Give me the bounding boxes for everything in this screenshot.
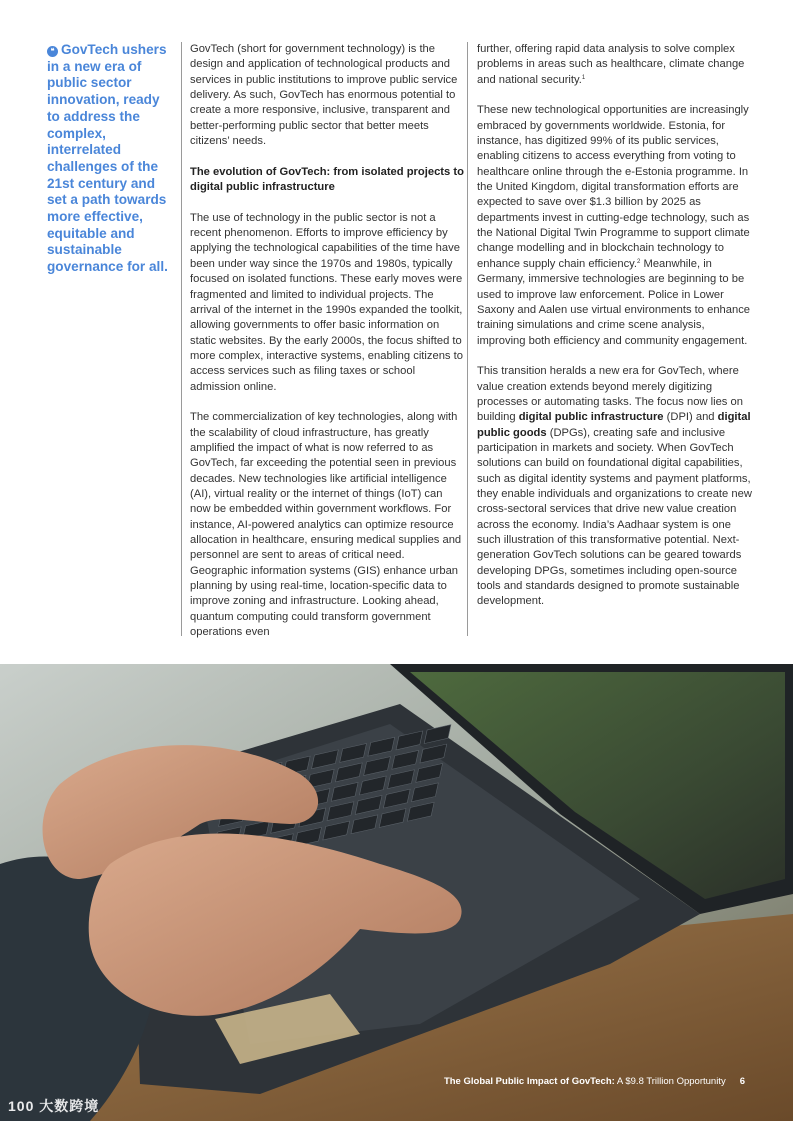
footnote-ref[interactable]: 1	[581, 74, 586, 81]
paragraph: GovTech (short for government technology) is the design and application of technological products and services in public institutions to improve public service delivery. As such, GovTech has enormous potential to create a more responsive, inclusive, transparent and better-performing public sector that better meets citizens’ needs.	[190, 43, 458, 148]
bold-term-dpi: digital public infrastructure	[518, 411, 664, 424]
quote-icon: ❝	[47, 46, 58, 57]
paragraph: These new technological opportunities are increasingly embraced by governments worldwide. Estonia, for instance, has digitized 99% of its public services, enabling citizens to access everything from voting to healthcare online through the e-Estonia programme. In the United Kingdom, digital transformation efforts are expected to save over $1.3 billion by 2025 as departments invest in cutting-edge technology, such as the National Digital Twin Programme to support climate change modelling and in blockchain technology to enhance supply chain efficiency.$^2$ Meanwhile, in Germany, immersive technologies are beginning to be used to improve law enforcement. Police in Lower Saxony and Aalen use virtual environments to enhance training simulations and crime scene analysis, improving both efficiency and community engagement.	[477, 104, 751, 347]
paragraph: The use of technology in the public sector is not a recent phenomenon. Efforts to improve efficiency by applying the technological capabilities of the time have been under way since the 1970s and 1980s, typically focused on isolated functions. These early moves were fragmented and limited to individual projects. The arrival of the internet in the 1990s expanded the toolkit, allowing governments to offer basic information on static websites. By the early 2000s, the focus shifted to more complex, interactive systems, enabling citizens to access services such as filing taxes or school admission online.	[190, 211, 463, 393]
section-heading: The evolution of GovTech: from isolated projects to digital public infrastructure	[190, 165, 464, 194]
laptop-typing-photo	[0, 664, 793, 1121]
footer-title-bold: The Global Public Impact of GovTech:	[443, 1076, 615, 1087]
body-column-1	[190, 42, 465, 656]
column-divider-left	[181, 42, 182, 636]
paragraph: The commercialization of key technologies, along with the scalability of cloud infrastructure, has greatly amplified the impact of what is now referred to as GovTech, far exceeding the potential seen in previous decades. New technologies like artificial intelligence (AI), virtual reality or the internet of things (IoT) can now be embedded within government workflows. For instance, AI-powered analytics can optimize resource allocation in healthcare, ensuring medical supplies and personnel are sent to areas of critical need. Geographic information systems (GIS) enhance urban planning by using real-time, location-specific data to improve zoning and infrastructure. Looking ahead, quantum computing could transform government operations even	[190, 411, 462, 639]
page-number: 6	[739, 1076, 745, 1087]
watermark: 100 大数跨境	[8, 1098, 100, 1114]
footnote-ref[interactable]: 2	[637, 258, 641, 265]
page-footer	[444, 1076, 745, 1087]
column-divider-right	[467, 42, 468, 636]
pull-quote-text: GovTech ushers in a new era of public sector innovation, ready to address the complex, interrelated challenges of the 21st century and set a path towards more effective, equitable and sustainable governance for all.	[47, 42, 168, 275]
paragraph: This transition heralds a new era for GovTech, where value creation extends beyond merely digitizing processes or automating tasks. The focus now lies on building digital public infrastructure (DPI) and digital public goods (DPGs), creating safe and inclusive participation in markets and society. When GovTech solutions can build on foundational digital capabilities, such as digital identity systems and payment platforms, they enable individuals and organizations to create new cross-sectoral services that drive new value creation across the economy. India’s Aadhaar system is one such illustration of this transformative potential. Next-generation GovTech solutions can be geared towards developing DPGs, sometimes including open-source tools and standards designed to promote sustainable development.	[477, 365, 752, 608]
bold-term-dpg: digital public goods	[477, 411, 751, 439]
pull-quote	[47, 42, 172, 276]
paragraph: further, offering rapid data analysis to solve complex problems in areas such as healthcare, climate change and national security.$^1$	[477, 43, 745, 86]
footer-title-rest: A $9.8 Trillion Opportunity	[614, 1076, 726, 1087]
body-column-2	[477, 42, 752, 625]
